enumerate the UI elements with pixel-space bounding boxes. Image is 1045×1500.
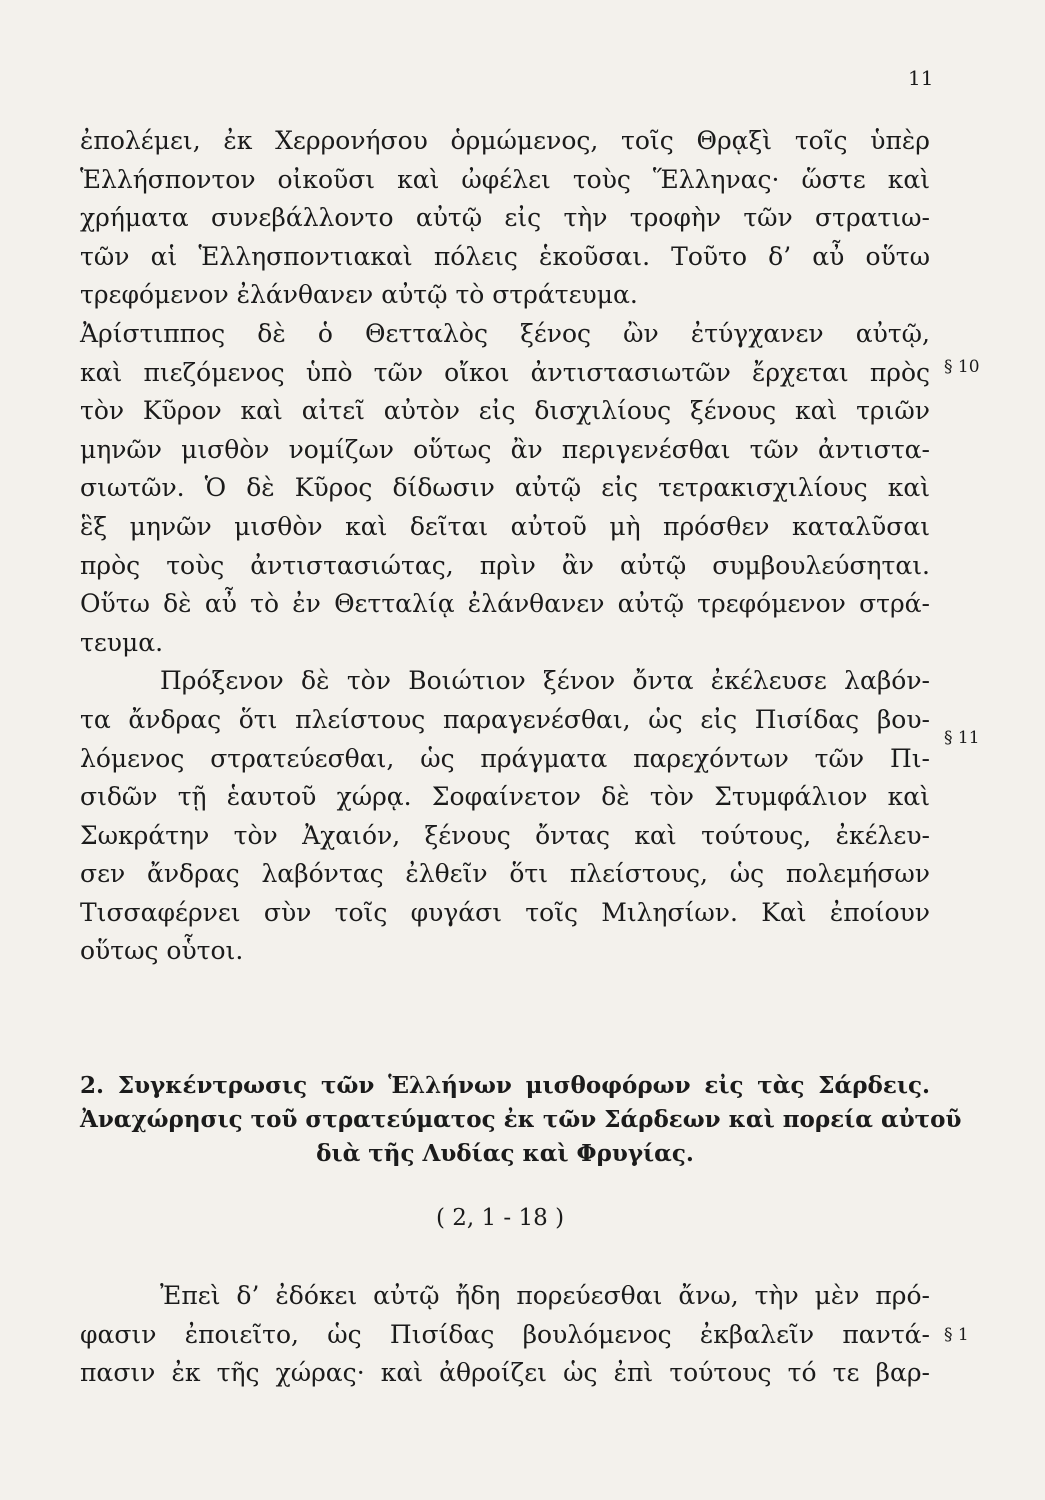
body-text-top	[80, 122, 930, 971]
heading-line: 2. Συγκέντρωσις τῶν Ἑλλήνων μισθοφόρων εἰς τὰς Σάρδεις.	[80, 1072, 930, 1099]
body-text-bottom	[80, 1277, 930, 1393]
text-line: Ἑλλήσποντον οἰκοῦσι καὶ ὠφέλει τοὺς Ἕλληνας· ὥστε καὶ	[80, 164, 930, 194]
text-line: λόμενος στρατεύεσθαι, ὡς πράγματα παρεχόντων τῶν Πι-	[80, 743, 930, 773]
heading-line: διὰ τῆς Λυδίας καὶ Φρυγίας.	[316, 1140, 694, 1167]
text-line: οὕτως οὗτοι.	[80, 936, 244, 966]
margin-section-note: § 1	[944, 1325, 969, 1345]
text-line: ἐπολέμει, ἐκ Χερρονήσου ὁρμώμενος, τοῖς Θρᾳξὶ τοῖς ὑπὲρ	[80, 126, 930, 155]
text-line: Σωκράτην τὸν Ἀχαιόν, ξένους ὄντας καὶ τούτους, ἐκέλευ-	[80, 820, 930, 850]
text-line: Τισσαφέρνει σὺν τοῖς φυγάσι τοῖς Μιλησίων. Καὶ ἐποίουν	[80, 897, 930, 927]
text-line: Πρόξενον δὲ τὸν Βοιώτιον ξένον ὄντα ἐκέλευσε λαβόν-	[160, 666, 930, 696]
text-line: Ἀρίστιππος δὲ ὁ Θετταλὸς ξένος ὢν ἐτύγχανεν αὐτῷ,	[80, 318, 930, 348]
text-line: σιωτῶν. Ὁ δὲ Κῦρος δίδωσιν αὐτῷ εἰς τετρακισχιλίους καὶ	[80, 473, 930, 503]
text-line: τρεφόμενον ἐλάνθανεν αὐτῷ τὸ στράτευμα.	[80, 280, 638, 310]
text-line: φασιν ἐποιεῖτο, ὡς Πισίδας βουλόμενος ἐκβαλεῖν παντά-	[80, 1319, 930, 1349]
text-line: τα ἄνδρας ὅτι πλείστους παραγενέσθαι, ὡς εἰς Πισίδας βου-	[80, 704, 930, 734]
chapter-heading	[80, 1069, 962, 1171]
page-number: 11	[908, 66, 934, 90]
section-range: ( 2, 1 - 18 )	[435, 1205, 565, 1231]
text-line: σιδῶν τῇ ἑαυτοῦ χώρᾳ. Σοφαίνετον δὲ τὸν Στυμφάλιον καὶ	[80, 782, 930, 812]
text-line: Ἐπεὶ δ’ ἐδόκει αὐτῷ ἤδη πορεύεσθαι ἄνω, τὴν μὲν πρό-	[160, 1281, 930, 1310]
text-line: πρὸς τοὺς ἀντιστασιώτας, πρὶν ἂν αὐτῷ συμβουλεύσηται.	[80, 550, 930, 580]
text-line: σεν ἄνδρας λαβόντας ἐλθεῖν ὅτι πλείστους, ὡς πολεμήσων	[80, 859, 930, 889]
text-line: καὶ πιεζόμενος ὑπὸ τῶν οἴκοι ἀντιστασιωτῶν ἔρχεται πρὸς	[80, 357, 930, 387]
text-line: ἓξ μηνῶν μισθὸν καὶ δεῖται αὐτοῦ μὴ πρόσθεν καταλῦσαι	[80, 511, 930, 541]
margin-section-note: § 11	[944, 728, 980, 748]
margin-section-note: § 10	[944, 357, 980, 377]
text-line: χρήματα συνεβάλλοντο αὐτῷ εἰς τὴν τροφὴν τῶν στρατιω-	[80, 203, 930, 233]
text-line: τῶν αἱ Ἑλλησποντιακαὶ πόλεις ἑκοῦσαι. Τοῦτο δ’ αὖ οὕτω	[80, 241, 930, 271]
text-line: Οὕτω δὲ αὖ τὸ ἐν Θετταλίᾳ ἐλάνθανεν αὐτῷ τρεφόμενον στρά-	[80, 589, 930, 619]
text-line: τὸν Κῦρον καὶ αἰτεῖ αὐτὸν εἰς δισχιλίους ξένους καὶ τριῶν	[80, 396, 930, 426]
text-line: μηνῶν μισθὸν νομίζων οὕτως ἂν περιγενέσθαι τῶν ἀντιστα-	[80, 434, 930, 464]
text-line: πασιν ἐκ τῆς χώρας· καὶ ἀθροίζει ὡς ἐπὶ τούτους τό τε βαρ-	[80, 1358, 930, 1388]
heading-line: Ἀναχώρησις τοῦ στρατεύματος ἐκ τῶν Σάρδεων καὶ πορεία αὐτοῦ	[80, 1106, 962, 1133]
text-line: τευμα.	[80, 627, 164, 657]
